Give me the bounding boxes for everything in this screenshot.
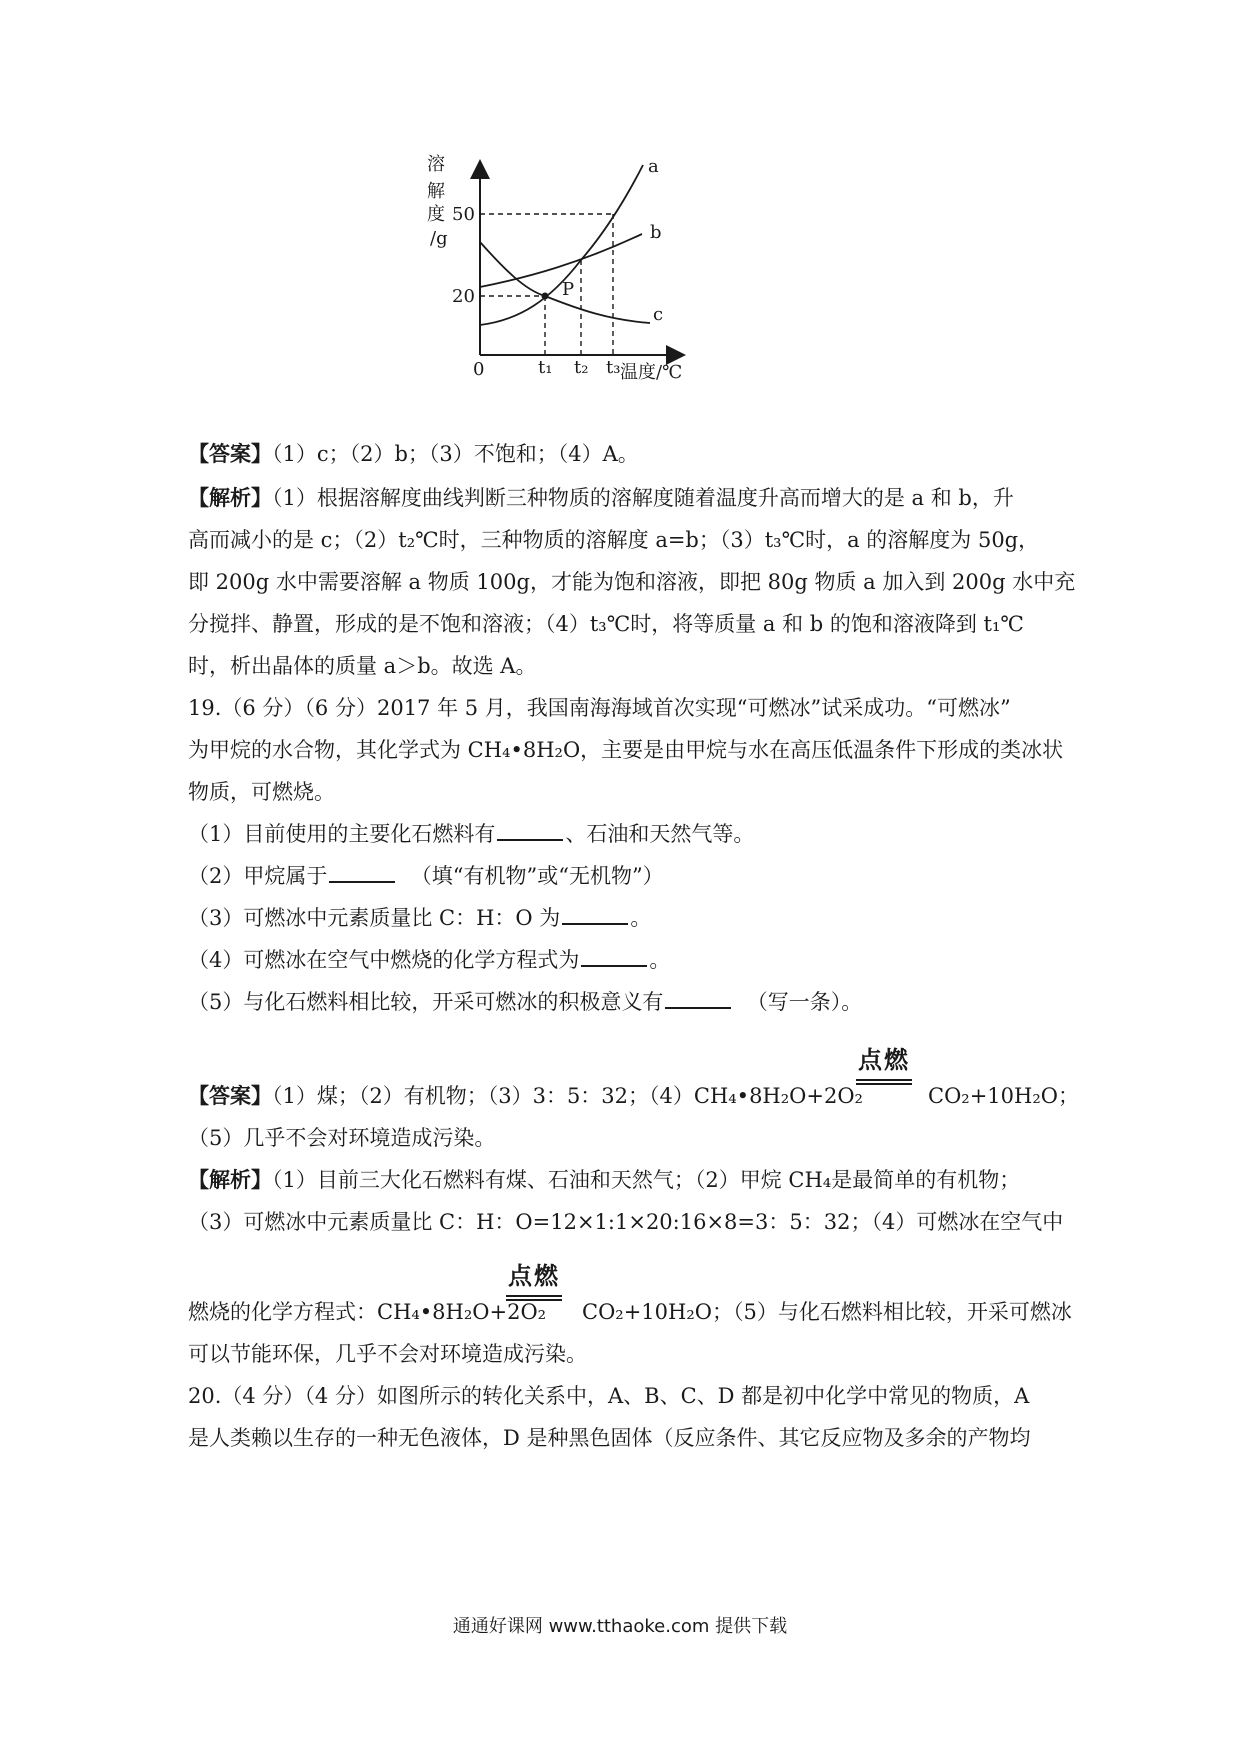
q19-sub-question xyxy=(188,904,1068,932)
x-tick-t1: t₁ xyxy=(538,357,553,378)
q18-analysis-line: 即 200g 水中需要溶解 a 物质 100g，才能为饱和溶液，即把 80g 物质 a 加入到 200g 水中充 xyxy=(188,570,1076,594)
analysis-tag: 【解析】 xyxy=(188,1167,272,1192)
q19-sub-question xyxy=(188,862,1068,890)
question-text: （4）可燃冰在空气中燃烧的化学方程式为 xyxy=(188,948,580,972)
reaction-condition xyxy=(508,1256,560,1291)
q19-analysis-line: CO₂+10H₂O；（5）与化石燃料相比较，开采可燃冰 xyxy=(582,1300,1072,1324)
answer-blank[interactable] xyxy=(497,821,563,841)
curve-label-c: c xyxy=(653,304,664,325)
q18-analysis-line: 分搅拌、静置，形成的是不饱和溶液；（4）t₃℃时，将等质量 a 和 b 的饱和溶液降到 t₁℃ xyxy=(188,612,1024,636)
condition-text: 点燃 xyxy=(858,1046,910,1074)
reaction-condition xyxy=(858,1040,910,1075)
q19-stem-line: 物质，可燃烧。 xyxy=(188,780,335,804)
x-tick-t2: t₂ xyxy=(574,357,589,378)
analysis-text: （1）根据溶解度曲线判断三种物质的溶解度随着温度升高而增大的是 a 和 b，升 xyxy=(272,486,1014,510)
answer-blank[interactable] xyxy=(581,947,647,967)
q20-stem-line: 是人类赖以生存的一种无色液体，D 是种黑色固体（反应条件、其它反应物及多余的产物均 xyxy=(188,1426,1031,1450)
ylabel-char: /g xyxy=(430,228,448,249)
q19-answer-product: CO₂+10H₂O； xyxy=(928,1084,1079,1108)
answer-blank[interactable] xyxy=(562,905,628,925)
q19-answer-line: （5）几乎不会对环境造成污染。 xyxy=(188,1126,496,1150)
q19-stem-line: 19.（6 分）（6 分）2017 年 5 月，我国南海海域首次实现“可燃冰”试采成功。“可燃冰” xyxy=(188,696,1011,720)
analysis-tag: 【解析】 xyxy=(188,485,272,510)
answer-blank[interactable] xyxy=(329,863,395,883)
analysis-text: （1）目前三大化石燃料有煤、石油和天然气；（2）甲烷 CH₄是最简单的有机物； xyxy=(272,1168,1021,1192)
question-text: （填“有机物”或“无机物”） xyxy=(410,864,664,888)
q20-stem-line: 20.（4 分）（4 分）如图所示的转化关系中，A、B、C、D 都是初中化学中常见的物质，A xyxy=(188,1384,1030,1408)
q19-analysis-line: 可以节能环保，几乎不会对环境造成污染。 xyxy=(188,1342,587,1366)
page-footer: 通通好课网 www.tthaoke.com 提供下载 xyxy=(452,1616,788,1637)
solubility-chart xyxy=(427,154,790,435)
origin-label: 0 xyxy=(473,359,485,380)
q18-analysis-line xyxy=(188,484,1068,512)
q19-analysis-line: （3）可燃冰中元素质量比 C：H：O=12×1:1×20:16×8=3：5：32；（4）可燃冰在空气中 xyxy=(188,1210,1064,1234)
question-text: 。 xyxy=(630,906,652,930)
curve-b xyxy=(480,234,642,287)
ylabel-char: 度 xyxy=(427,204,445,225)
x-tick-t3: t₃ xyxy=(606,357,621,378)
equation-bar xyxy=(856,1079,912,1081)
question-text: （3）可燃冰中元素质量比 C：H：O 为 xyxy=(188,906,561,930)
ylabel-char: 解 xyxy=(427,181,445,202)
q19-stem-line: 为甲烷的水合物，其化学式为 CH₄•8H₂O，主要是由甲烷与水在高压低温条件下形成的类冰状 xyxy=(188,738,1064,762)
question-text: （5）与化石燃料相比较，开采可燃冰的积极意义有 xyxy=(188,990,664,1014)
answer-text: （1）煤；（2）有机物；（3）3：5：32；（4）CH₄•8H₂O+2O₂ xyxy=(272,1084,863,1108)
answer-tag: 【答案】 xyxy=(188,441,272,466)
q19-sub-question xyxy=(188,946,1068,974)
point-label: P xyxy=(562,279,575,300)
y-tick-20: 20 xyxy=(452,286,475,307)
q19-sub-question xyxy=(188,820,1068,848)
question-text: （写一条）。 xyxy=(746,990,863,1014)
question-text: 。 xyxy=(649,948,671,972)
point-p xyxy=(542,293,549,300)
q18-analysis-line: 高而减小的是 c；（2）t₂℃时，三种物质的溶解度 a=b；（3）t₃℃时，a 的溶解度为 50g， xyxy=(188,528,1040,552)
x-axis-label: 温度/℃ xyxy=(620,362,683,383)
y-tick-50: 50 xyxy=(452,204,475,225)
answer-tag: 【答案】 xyxy=(188,1083,272,1108)
q19-analysis-line xyxy=(188,1166,1068,1194)
condition-text: 点燃 xyxy=(508,1262,560,1290)
ylabel-char: 溶 xyxy=(427,154,445,175)
q18-analysis-line: 时，析出晶体的质量 a＞b。故选 A。 xyxy=(188,654,537,678)
question-text: （2）甲烷属于 xyxy=(188,864,328,888)
question-text: （1）目前使用的主要化石燃料有 xyxy=(188,822,496,846)
q18-answer xyxy=(188,440,1068,468)
q19-analysis-line: 燃烧的化学方程式：CH₄•8H₂O+2O₂ xyxy=(188,1300,547,1324)
answer-blank[interactable] xyxy=(665,989,731,1009)
question-text: 、石油和天然气等。 xyxy=(565,822,755,846)
answer-text: （1）c；（2）b；（3）不饱和；（4）A。 xyxy=(272,442,639,466)
curve-label-b: b xyxy=(650,222,662,243)
q19-sub-question xyxy=(188,988,1068,1016)
curve-label-a: a xyxy=(648,156,659,177)
equation-bar xyxy=(506,1295,562,1297)
